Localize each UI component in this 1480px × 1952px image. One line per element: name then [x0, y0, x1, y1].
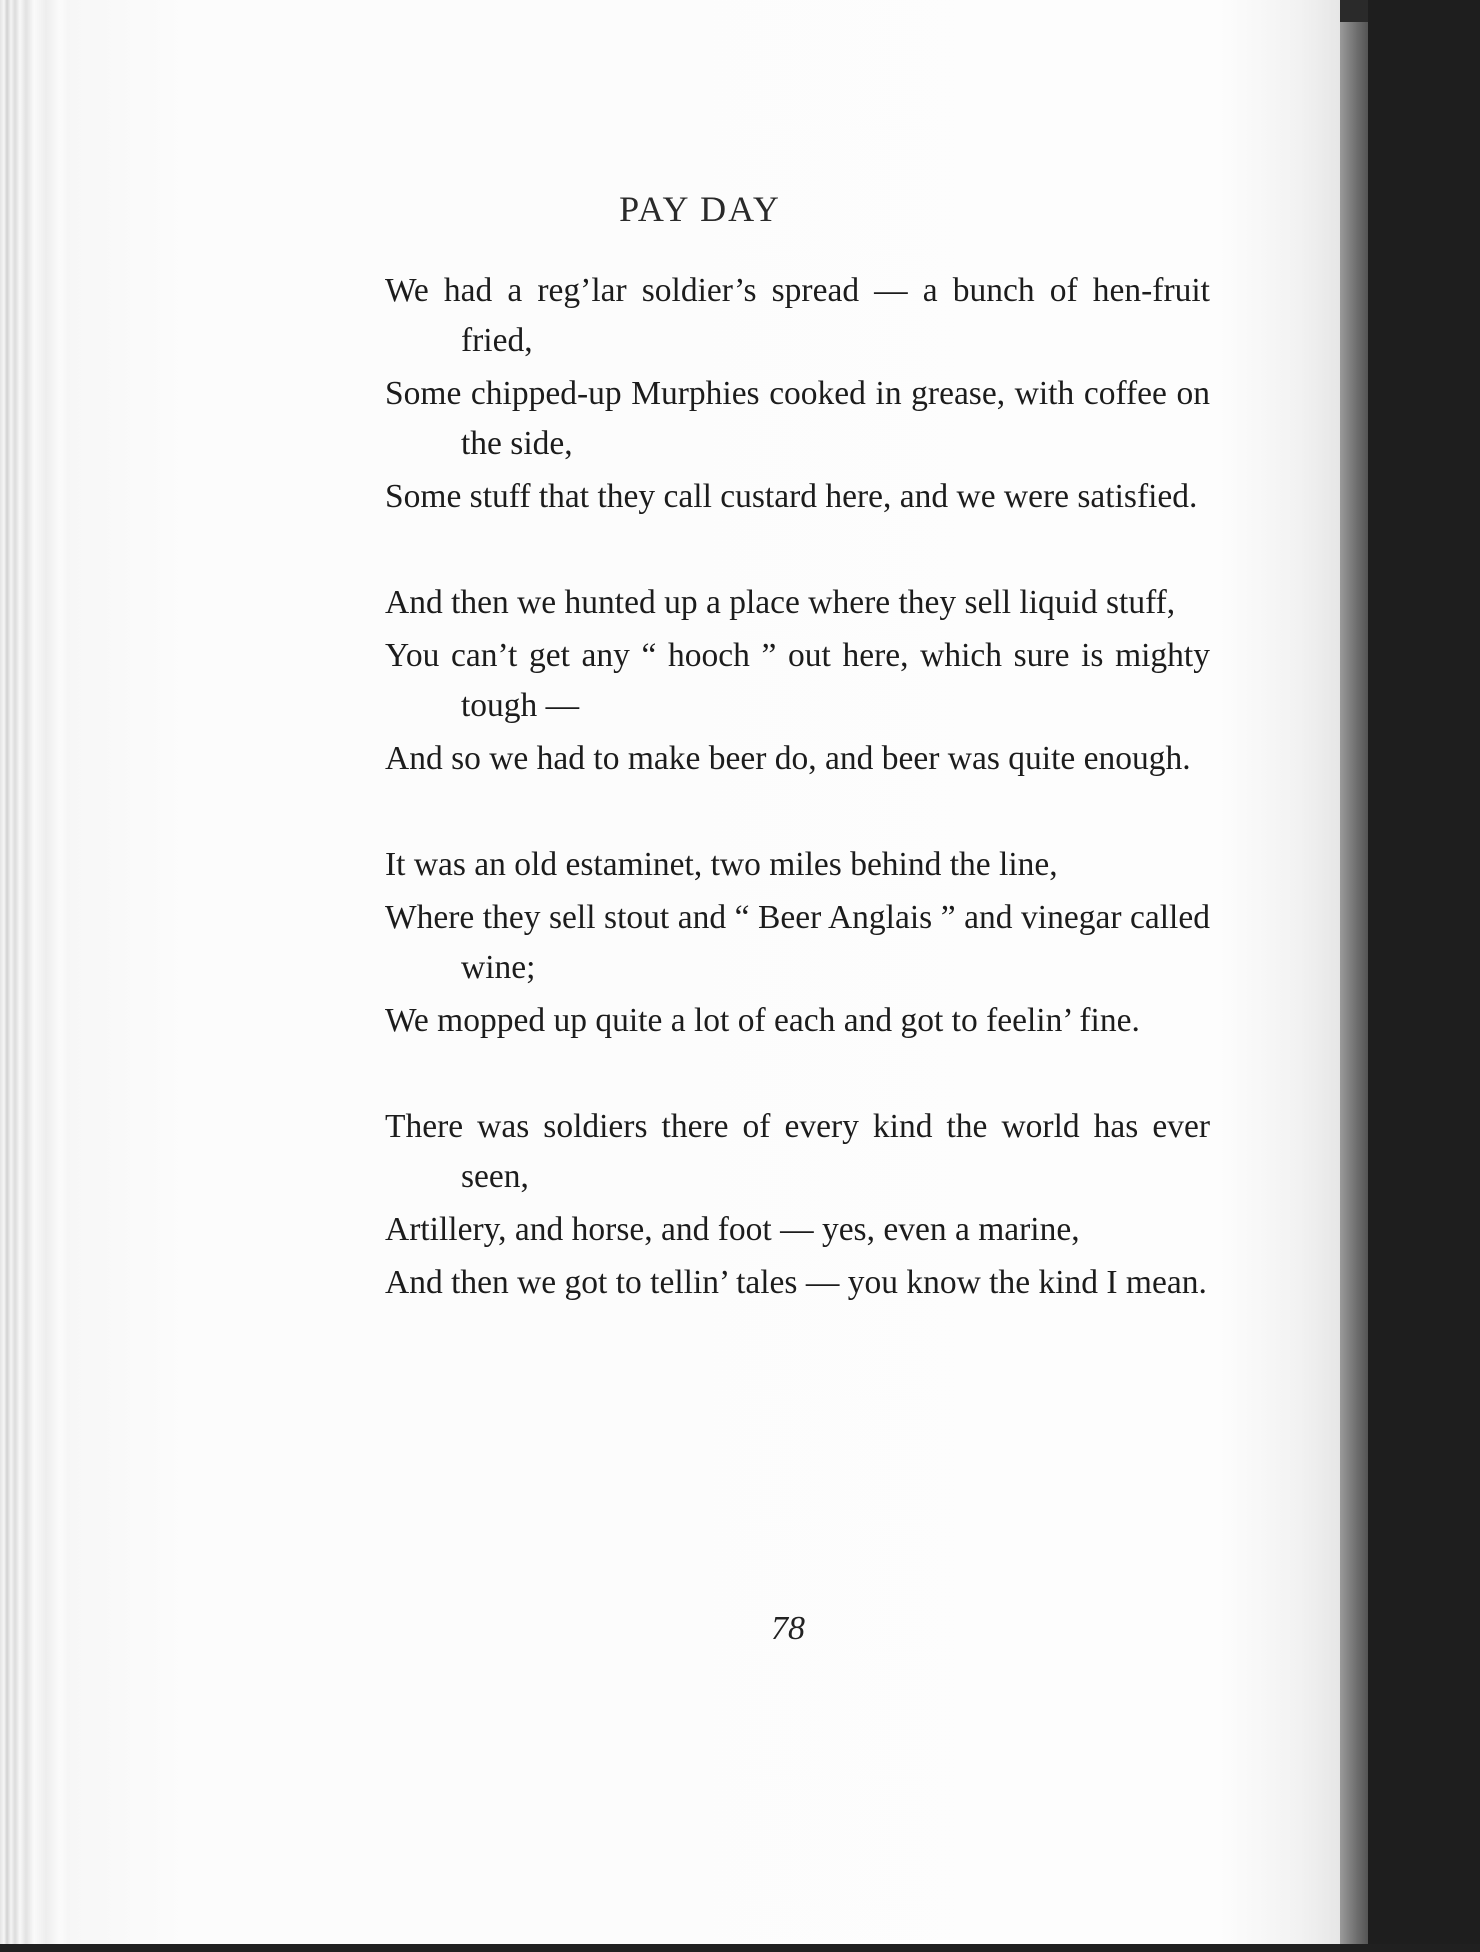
verse-line: And so we had to make beer do, and beer was quite enough.	[385, 740, 1191, 777]
scan-bottom-margin	[0, 1944, 1480, 1952]
page-edges	[0, 0, 70, 1944]
verse-line: There was soldiers there of every kind the world has ever seen,	[385, 1108, 1210, 1195]
poem-body	[385, 266, 1210, 1364]
verse-line: And then we hunted up a place where they sell liquid stuff,	[385, 584, 1176, 621]
verse-line: And then we got to tellin’ tales — you know the kind I mean.	[385, 1264, 1207, 1301]
page-number: 78	[771, 1610, 805, 1647]
verse-line: Artillery, and horse, and foot — yes, even a marine,	[385, 1211, 1080, 1248]
verse-line: We had a reg’lar soldier’s spread — a bunch of hen-fruit fried,	[385, 272, 1210, 359]
verse-line: You can’t get any “ hooch ” out here, which sure is mighty tough —	[385, 637, 1210, 724]
verse-line: Where they sell stout and “ Beer Anglais ” and vinegar called wine;	[385, 899, 1210, 986]
stanza-2	[385, 578, 1210, 784]
verse-line: Some chipped-up Murphies cooked in grease, with coffee on the side,	[385, 375, 1210, 462]
verse-line: Some stuff that they call custard here, and we were satisfied.	[385, 478, 1198, 515]
stanza-3	[385, 840, 1210, 1046]
verse-line: It was an old estaminet, two miles behind the line,	[385, 846, 1058, 883]
page-title: PAY DAY	[619, 189, 781, 229]
scan-margin	[1368, 0, 1480, 1952]
stanza-4	[385, 1102, 1210, 1308]
verse-line: We mopped up quite a lot of each and got to feelin’ fine.	[385, 1002, 1140, 1039]
book-cover-edge	[1340, 22, 1368, 1944]
stanza-1	[385, 266, 1210, 522]
